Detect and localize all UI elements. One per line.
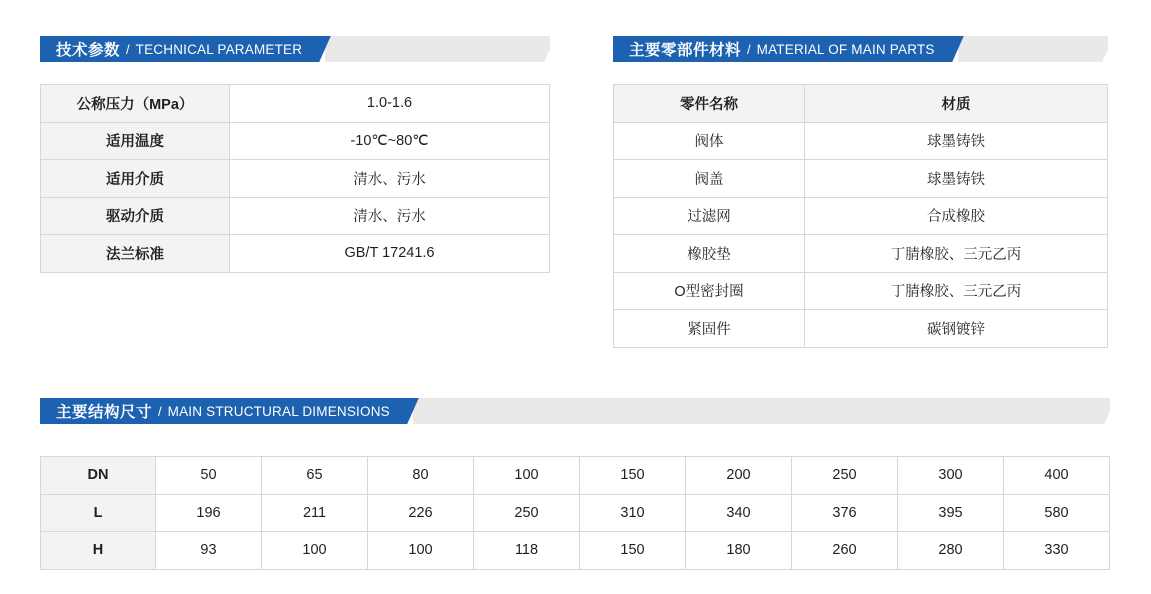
table-row — [41, 494, 1110, 532]
technical-row-label: 适用介质 — [41, 160, 230, 198]
section-header-dimensions — [40, 398, 1110, 424]
technical-row-label: 驱动介质 — [41, 197, 230, 235]
section-header-technical-tail — [325, 36, 550, 62]
section-header-material-tail — [958, 36, 1108, 62]
dimensions-cell: 395 — [898, 494, 1004, 532]
dimensions-cell: 93 — [156, 532, 262, 570]
section-header-technical-title-en: TECHNICAL PARAMETER — [135, 41, 303, 57]
table-row — [614, 122, 1108, 160]
dimensions-cell: 50 — [156, 457, 262, 495]
section-header-material-tail-wrap — [958, 36, 1108, 62]
material-row-part: 阀体 — [614, 122, 805, 160]
table-header-row — [614, 85, 1108, 123]
dimensions-cell: 310 — [580, 494, 686, 532]
section-header-material — [613, 36, 1108, 62]
dimensions-cell: 376 — [792, 494, 898, 532]
material-row-material: 碳钢镀锌 — [805, 310, 1108, 348]
dimensions-cell: 260 — [792, 532, 898, 570]
material-header-part: 零件名称 — [614, 85, 805, 123]
dimensions-cell: 100 — [368, 532, 474, 570]
material-row-material: 合成橡胶 — [805, 197, 1108, 235]
table-row — [41, 85, 550, 123]
structural-dimensions-table — [40, 456, 1110, 570]
material-row-part: 过滤网 — [614, 197, 805, 235]
technical-row-label: 适用温度 — [41, 122, 230, 160]
material-row-material: 丁腈橡胶、三元乙丙 — [805, 272, 1108, 310]
material-row-material: 球墨铸铁 — [805, 160, 1108, 198]
dimensions-cell: 211 — [262, 494, 368, 532]
dimensions-row-label: H — [41, 532, 156, 570]
dimensions-cell: 580 — [1004, 494, 1110, 532]
dimensions-cell: 250 — [474, 494, 580, 532]
section-header-dimensions-bar — [40, 398, 404, 424]
table-row — [614, 272, 1108, 310]
technical-row-value: -10℃~80℃ — [230, 122, 550, 160]
dimensions-row-label: L — [41, 494, 156, 532]
dimensions-cell: 226 — [368, 494, 474, 532]
dimensions-cell: 196 — [156, 494, 262, 532]
dimensions-cell: 400 — [1004, 457, 1110, 495]
dimensions-cell: 65 — [262, 457, 368, 495]
table-row — [41, 160, 550, 198]
dimensions-cell: 118 — [474, 532, 580, 570]
dimensions-cell: 180 — [686, 532, 792, 570]
section-header-dimensions-title-en: MAIN STRUCTURAL DIMENSIONS — [167, 403, 390, 419]
dimensions-cell: 200 — [686, 457, 792, 495]
technical-row-value: 清水、污水 — [230, 197, 550, 235]
dimensions-cell: 300 — [898, 457, 1004, 495]
dimensions-row-label: DN — [41, 457, 156, 495]
section-header-material-title-cn: 主要零部件材料 — [629, 42, 742, 59]
table-row — [614, 160, 1108, 198]
section-header-material-bar — [613, 36, 949, 62]
section-header-dimensions-title-cn: 主要结构尺寸 — [56, 404, 153, 421]
dimensions-cell: 150 — [580, 457, 686, 495]
material-header-material: 材质 — [805, 85, 1108, 123]
material-row-material: 丁腈橡胶、三元乙丙 — [805, 235, 1108, 273]
material-row-part: O型密封圈 — [614, 272, 805, 310]
table-row — [41, 532, 1110, 570]
section-header-technical-separator: / — [126, 41, 130, 57]
section-header-material-title-en: MATERIAL OF MAIN PARTS — [756, 41, 935, 57]
table-row — [41, 457, 1110, 495]
section-header-technical-title-cn: 技术参数 — [56, 42, 121, 59]
section-header-material-separator: / — [747, 41, 751, 57]
technical-row-label: 法兰标准 — [41, 235, 230, 273]
table-row — [41, 197, 550, 235]
material-row-material: 球墨铸铁 — [805, 122, 1108, 160]
section-header-technical — [40, 36, 550, 62]
section-header-dimensions-tail-wrap — [413, 398, 1110, 424]
dimensions-cell: 100 — [262, 532, 368, 570]
table-row — [41, 235, 550, 273]
dimensions-cell: 280 — [898, 532, 1004, 570]
dimensions-cell: 330 — [1004, 532, 1110, 570]
technical-row-value: 清水、污水 — [230, 160, 550, 198]
material-row-part: 橡胶垫 — [614, 235, 805, 273]
technical-row-label: 公称压力（MPa） — [41, 85, 230, 123]
table-row — [614, 235, 1108, 273]
technical-parameter-table — [40, 84, 550, 273]
section-header-dimensions-separator: / — [158, 403, 162, 419]
dimensions-cell: 80 — [368, 457, 474, 495]
dimensions-cell: 340 — [686, 494, 792, 532]
dimensions-cell: 150 — [580, 532, 686, 570]
dimensions-cell: 100 — [474, 457, 580, 495]
table-row — [614, 197, 1108, 235]
table-row — [41, 122, 550, 160]
section-header-technical-tail-wrap — [325, 36, 550, 62]
dimensions-cell: 250 — [792, 457, 898, 495]
table-row — [614, 310, 1108, 348]
section-header-dimensions-tail — [413, 398, 1110, 424]
technical-row-value: 1.0-1.6 — [230, 85, 550, 123]
material-parts-table — [613, 84, 1108, 348]
material-row-part: 阀盖 — [614, 160, 805, 198]
section-header-technical-bar — [40, 36, 316, 62]
technical-row-value: GB/T 17241.6 — [230, 235, 550, 273]
material-row-part: 紧固件 — [614, 310, 805, 348]
